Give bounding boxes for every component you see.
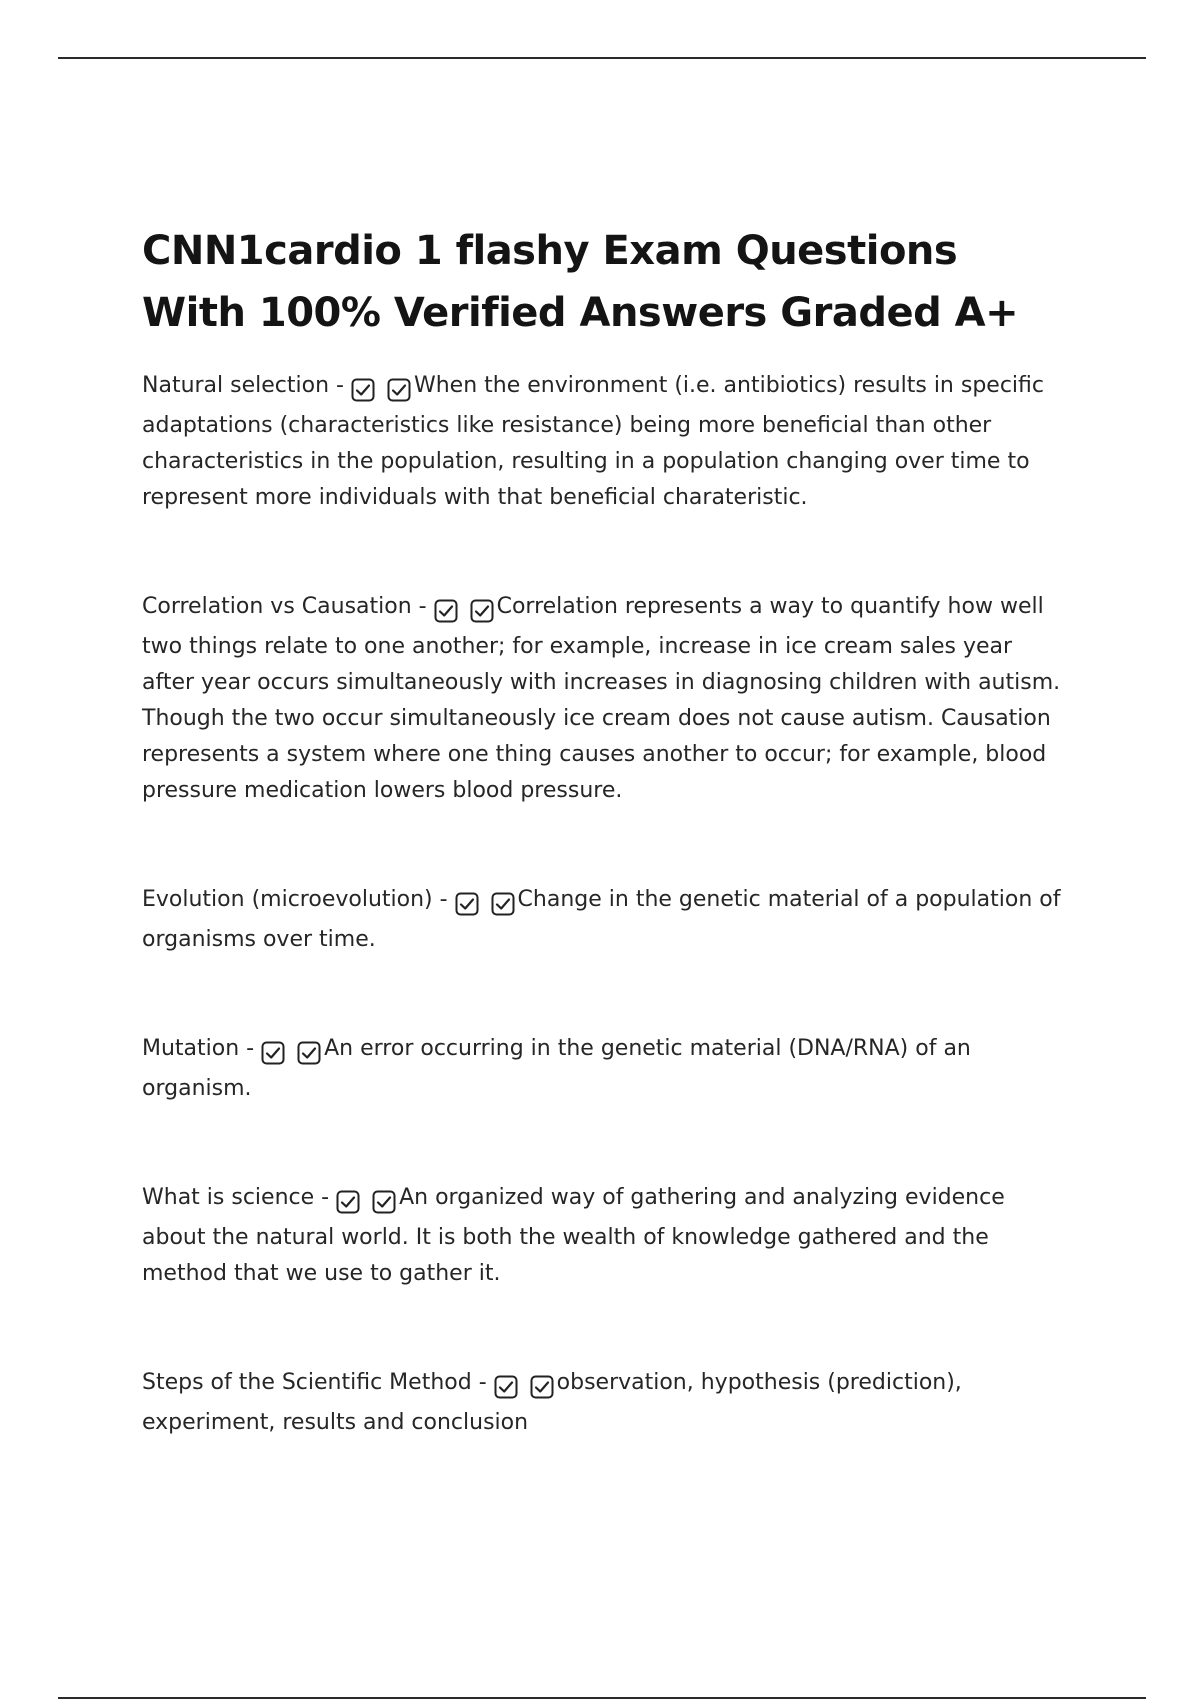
- entry-answer: An organized way of gathering and analyzing evidence about the natural world. It is both the wealth of knowledge gathered and the method that we use to gather it.: [142, 1185, 1005, 1286]
- entry-answer: An error occurring in the genetic material (DNA/RNA) of an organism.: [142, 1036, 971, 1101]
- check-box-icon: [470, 599, 494, 623]
- entry-answer: observation, hypothesis (prediction), experiment, results and conclusion: [142, 1370, 962, 1435]
- check-box-icon: [434, 599, 458, 623]
- entry-term: Natural selection: [142, 373, 330, 398]
- check-group: [455, 886, 516, 922]
- top-rule: [58, 57, 1146, 59]
- entry-term: Mutation: [142, 1036, 240, 1061]
- check-group: [336, 1184, 397, 1220]
- entry-term: Evolution (microevolution): [142, 887, 433, 912]
- document-title: CNN1cardio 1 flashy Exam Questions With 100% Verified Answers Graded A+: [142, 228, 1019, 336]
- check-box-icon: [372, 1190, 396, 1214]
- qa-entry: [142, 1031, 1062, 1107]
- check-box-icon: [351, 378, 375, 402]
- check-group: [351, 372, 412, 408]
- entry-separator: -: [432, 887, 455, 912]
- bottom-rule: [58, 1697, 1146, 1699]
- entry-term: What is science: [142, 1185, 315, 1210]
- check-group: [434, 593, 495, 629]
- qa-entry: [142, 368, 1062, 516]
- qa-entry: [142, 589, 1062, 809]
- check-box-icon: [387, 378, 411, 402]
- check-box-icon: [491, 892, 515, 916]
- check-group: [494, 1369, 555, 1405]
- check-group: [261, 1035, 322, 1071]
- check-box-icon: [530, 1375, 554, 1399]
- qa-entry: [142, 1365, 1062, 1441]
- entry-term: Steps of the Scientific Method: [142, 1370, 472, 1395]
- entry-separator: -: [329, 373, 351, 398]
- entry-separator: -: [239, 1036, 262, 1061]
- qa-entry: [142, 1180, 1062, 1292]
- qa-entry: [142, 882, 1062, 958]
- entry-separator: -: [411, 594, 434, 619]
- check-box-icon: [261, 1041, 285, 1065]
- entry-separator: -: [314, 1185, 337, 1210]
- document-body: [142, 220, 1062, 1441]
- check-box-icon: [336, 1190, 360, 1214]
- entry-separator: -: [471, 1370, 494, 1395]
- check-box-icon: [297, 1041, 321, 1065]
- entry-answer: Change in the genetic material of a population of organisms over time.: [142, 887, 1061, 952]
- entry-answer: Correlation represents a way to quantify how well two things relate to one another; for example, increase in ice cream sales year after year occurs simultaneously with increases in diagnosing children with autism. Though the two occur simultaneously ice cream does not cause autism. Causation represents a system where one thing causes another to occur; for example, blood pressure medication lowers blood pressure.: [142, 594, 1061, 803]
- entry-term: Correlation vs Causation: [142, 594, 412, 619]
- check-box-icon: [494, 1375, 518, 1399]
- check-box-icon: [455, 892, 479, 916]
- entry-answer: When the environment (i.e. antibiotics) results in specific adaptations (characteristics like resistance) being more beneficial than other characteristics in the population, resulting in a population changing over time to represent more individuals with that beneficial charateristic.: [142, 373, 1044, 510]
